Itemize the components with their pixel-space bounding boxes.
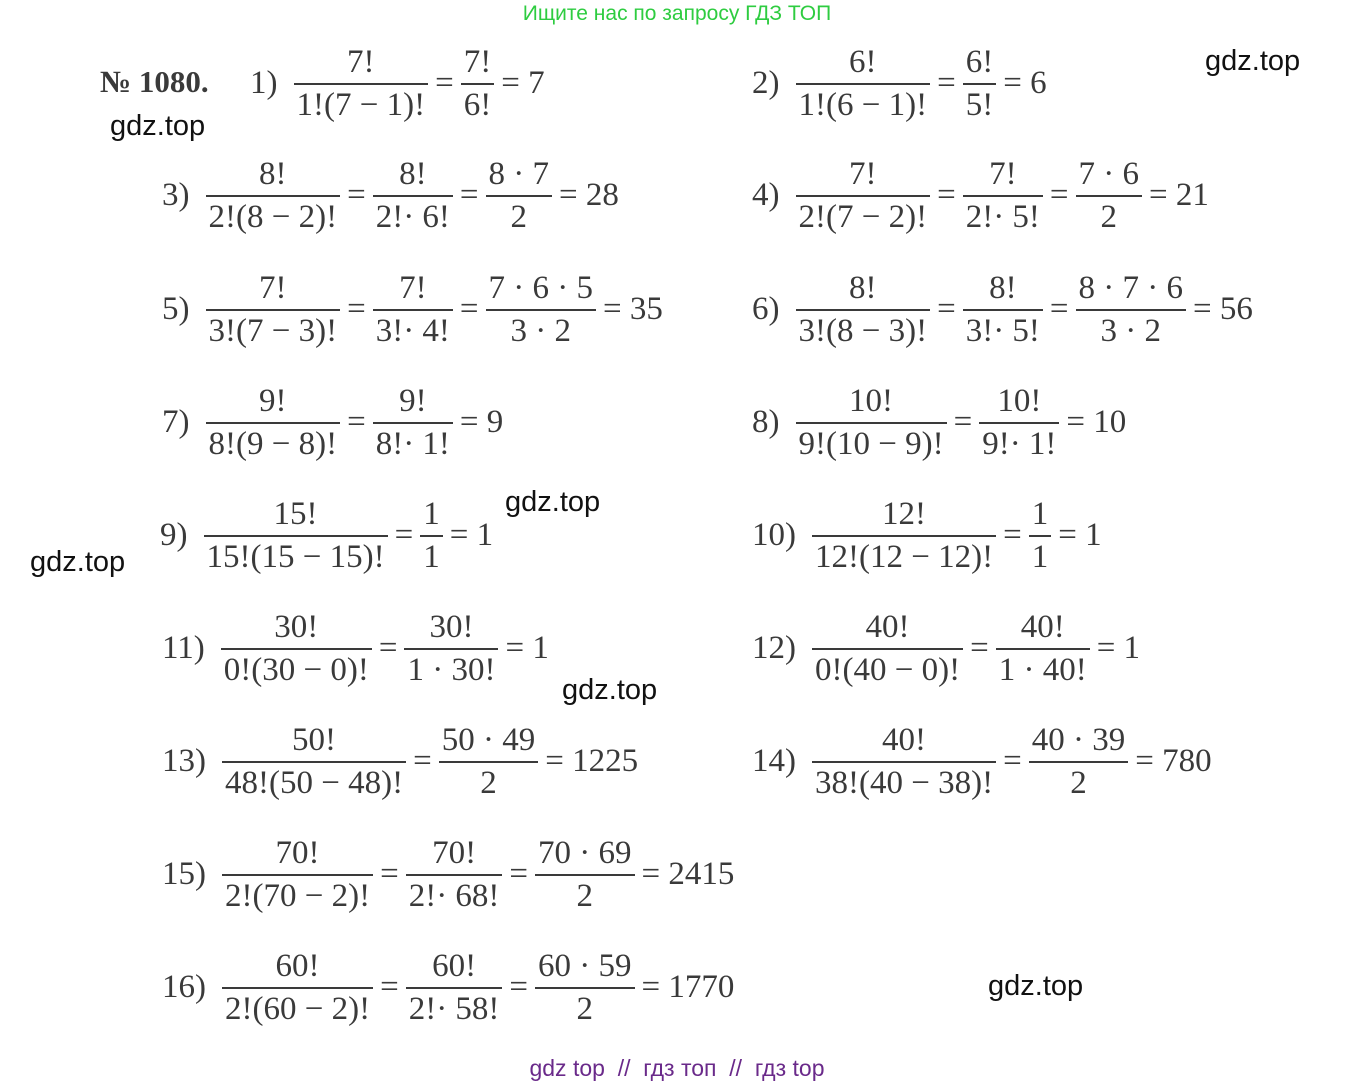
equals-sign: = xyxy=(937,177,956,214)
numerator: 40! xyxy=(882,722,927,758)
fraction xyxy=(963,156,1043,236)
equals-sign: = xyxy=(378,630,398,667)
equals-sign: = xyxy=(347,404,366,441)
fraction xyxy=(1076,156,1143,236)
numerator: 9! xyxy=(259,383,287,419)
equals-sign: = xyxy=(953,404,973,441)
equals-sign: = xyxy=(1049,291,1069,328)
equals-sign: = xyxy=(1003,743,1022,780)
result: = 1 xyxy=(505,630,549,667)
fraction xyxy=(812,496,996,576)
denominator: 2 xyxy=(576,877,594,914)
fraction xyxy=(206,383,341,463)
fraction xyxy=(1029,496,1052,576)
item-number: 10) xyxy=(752,517,796,554)
numerator: 7! xyxy=(399,270,427,306)
problem-number: № 1080. xyxy=(100,64,209,99)
fraction xyxy=(796,44,931,124)
formula-item xyxy=(752,156,1212,236)
denominator: 2 xyxy=(1070,764,1087,801)
item-number: 6) xyxy=(752,291,780,328)
result: = 2415 xyxy=(641,856,735,893)
numerator: 7! xyxy=(463,44,492,80)
item-number: 7) xyxy=(162,404,190,441)
numerator: 60! xyxy=(275,948,320,984)
fraction xyxy=(535,835,635,915)
equals-sign: = xyxy=(459,291,479,328)
watermark: gdz.top xyxy=(1205,45,1301,77)
formula-item xyxy=(162,948,737,1028)
fraction xyxy=(812,722,996,802)
item-number: 5) xyxy=(162,291,190,328)
numerator: 8! xyxy=(989,270,1017,306)
numerator: 50! xyxy=(292,722,337,758)
fraction xyxy=(222,835,373,915)
denominator: 15!(15 − 15)! xyxy=(206,538,385,575)
denominator: 12!(12 − 12)! xyxy=(815,538,994,575)
denominator: 1!(6 − 1)! xyxy=(798,86,928,123)
fraction xyxy=(486,270,596,350)
numerator: 1 xyxy=(423,496,440,532)
fraction xyxy=(373,156,453,236)
equals-sign: = xyxy=(380,856,399,893)
item-number: 13) xyxy=(162,743,206,780)
denominator: 8!(9 − 8)! xyxy=(208,425,338,462)
result: = 1 xyxy=(449,517,494,554)
fraction xyxy=(204,496,388,576)
denominator: 9!· 1! xyxy=(982,425,1057,462)
equals-sign: = xyxy=(509,969,529,1006)
fraction xyxy=(373,383,453,463)
denominator: 2 xyxy=(480,764,497,801)
fraction xyxy=(406,835,503,915)
numerator: 30! xyxy=(274,609,319,645)
item-number: 3) xyxy=(162,177,190,214)
item-number: 8) xyxy=(752,404,780,441)
denominator: 3!· 5! xyxy=(965,312,1040,349)
formula-item xyxy=(162,722,641,802)
fraction xyxy=(1029,722,1129,802)
fraction xyxy=(796,156,931,236)
fraction xyxy=(206,156,341,236)
numerator: 8 · 7 xyxy=(488,156,550,192)
numerator: 30! xyxy=(429,609,474,645)
denominator: 2 xyxy=(1100,198,1118,235)
denominator: 2!· 68! xyxy=(408,877,500,914)
equals-sign: = xyxy=(347,177,366,214)
item-number: 14) xyxy=(752,743,796,780)
result: = 1 xyxy=(1058,517,1102,554)
fraction xyxy=(420,496,443,576)
formula-item xyxy=(250,44,548,124)
denominator: 2!· 5! xyxy=(965,198,1040,235)
result: = 6 xyxy=(1003,65,1047,102)
equals-sign: = xyxy=(459,177,479,214)
numerator: 50 · 49 xyxy=(441,722,536,758)
denominator: 0!(40 − 0)! xyxy=(815,651,961,688)
denominator: 2!(70 − 2)! xyxy=(225,877,371,914)
denominator: 2 xyxy=(576,990,594,1027)
fraction xyxy=(373,270,453,350)
numerator: 70! xyxy=(275,835,320,871)
result: = 1225 xyxy=(545,743,639,780)
fraction xyxy=(535,948,635,1028)
result: = 1770 xyxy=(641,969,735,1006)
numerator: 8! xyxy=(399,156,427,192)
denominator: 0!(30 − 0)! xyxy=(223,651,369,688)
fraction xyxy=(796,383,947,463)
denominator: 3 · 2 xyxy=(1100,312,1162,349)
denominator: 2!· 58! xyxy=(408,990,500,1027)
item-number: 4) xyxy=(752,177,780,214)
numerator: 7! xyxy=(989,156,1017,192)
equals-sign: = xyxy=(435,65,454,102)
numerator: 60 · 59 xyxy=(538,948,632,984)
equals-sign: = xyxy=(1049,177,1069,214)
fraction xyxy=(221,609,372,689)
numerator: 7! xyxy=(849,156,877,192)
denominator: 8!· 1! xyxy=(375,425,450,462)
denominator: 1 xyxy=(1031,538,1049,575)
numerator: 8! xyxy=(259,156,287,192)
fraction xyxy=(206,270,341,350)
fraction xyxy=(404,609,498,689)
result: = 28 xyxy=(559,177,619,214)
formula-item xyxy=(752,270,1256,350)
item-number: 12) xyxy=(752,630,796,667)
denominator: 38!(40 − 38)! xyxy=(815,764,994,801)
watermark: gdz.top xyxy=(30,546,126,578)
denominator: 1 xyxy=(423,538,440,575)
numerator: 70! xyxy=(432,835,477,871)
watermark: gdz.top xyxy=(110,110,206,142)
search-banner: Ищите нас по запросу ГДЗ ТОП xyxy=(522,2,832,25)
denominator: 2!(8 − 2)! xyxy=(208,198,338,235)
denominator: 3 · 2 xyxy=(510,312,572,349)
denominator: 2!(60 − 2)! xyxy=(225,990,371,1027)
denominator: 48!(50 − 48)! xyxy=(225,764,404,801)
result: = 1 xyxy=(1096,630,1141,667)
numerator: 1 xyxy=(1031,496,1049,532)
denominator: 1 · 40! xyxy=(998,651,1087,688)
equals-sign: = xyxy=(380,969,399,1006)
numerator: 6! xyxy=(849,44,877,80)
watermark: gdz.top xyxy=(505,486,601,518)
numerator: 40! xyxy=(1020,609,1065,645)
equals-sign: = xyxy=(970,630,989,667)
item-number: 2) xyxy=(752,65,780,102)
result: = 21 xyxy=(1149,177,1209,214)
item-number: 1) xyxy=(250,65,278,102)
numerator: 10! xyxy=(849,383,894,419)
watermark: gdz.top xyxy=(988,970,1084,1002)
equals-sign: = xyxy=(413,743,432,780)
denominator: 3!· 4! xyxy=(375,312,450,349)
item-number: 16) xyxy=(162,969,206,1006)
numerator: 70 · 69 xyxy=(538,835,632,871)
denominator: 2!· 6! xyxy=(375,198,450,235)
watermark: gdz.top xyxy=(562,674,658,706)
result: = 35 xyxy=(603,291,663,328)
formula-item xyxy=(162,383,506,463)
formula-item xyxy=(162,156,622,236)
numerator: 8 · 7 · 6 xyxy=(1078,270,1184,306)
equals-sign: = xyxy=(394,517,414,554)
equals-sign: = xyxy=(937,291,956,328)
numerator: 9! xyxy=(399,383,427,419)
fraction xyxy=(1076,270,1186,350)
fraction xyxy=(222,722,406,802)
numerator: 7! xyxy=(347,44,375,80)
item-number: 15) xyxy=(162,856,206,893)
result: = 56 xyxy=(1193,291,1253,328)
denominator: 1!(7 − 1)! xyxy=(296,86,426,123)
result: = 780 xyxy=(1135,743,1212,780)
numerator: 40! xyxy=(865,609,910,645)
fraction xyxy=(963,270,1043,350)
fraction xyxy=(996,609,1090,689)
item-number: 9) xyxy=(160,517,188,554)
equals-sign: = xyxy=(1003,517,1022,554)
fraction xyxy=(439,722,539,802)
fraction xyxy=(294,44,429,124)
denominator: 2!(7 − 2)! xyxy=(798,198,928,235)
numerator: 40 · 39 xyxy=(1031,722,1126,758)
numerator: 6! xyxy=(965,44,994,80)
result: = 10 xyxy=(1066,404,1127,441)
numerator: 12! xyxy=(882,496,927,532)
result: = 7 xyxy=(501,65,545,102)
numerator: 7 · 6 · 5 xyxy=(488,270,594,306)
denominator: 3!(7 − 3)! xyxy=(208,312,338,349)
formula-item xyxy=(752,383,1129,463)
denominator: 1 · 30! xyxy=(407,651,496,688)
result: = 9 xyxy=(459,404,504,441)
numerator: 60! xyxy=(432,948,477,984)
formula-item xyxy=(752,609,1143,689)
numerator: 15! xyxy=(273,496,318,532)
numerator: 10! xyxy=(997,383,1042,419)
formula-item xyxy=(752,496,1105,576)
denominator: 2 xyxy=(510,198,528,235)
fraction xyxy=(461,44,495,124)
denominator: 3!(8 − 3)! xyxy=(798,312,928,349)
denominator: 5! xyxy=(965,86,994,123)
formula-item xyxy=(752,44,1050,124)
fraction xyxy=(486,156,553,236)
formula-item xyxy=(160,496,496,576)
equals-sign: = xyxy=(347,291,366,328)
fraction xyxy=(812,609,963,689)
item-number: 11) xyxy=(162,630,205,667)
fraction xyxy=(979,383,1059,463)
equals-sign: = xyxy=(509,856,529,893)
numerator: 7 · 6 xyxy=(1078,156,1140,192)
fraction xyxy=(222,948,373,1028)
fraction xyxy=(406,948,503,1028)
numerator: 8! xyxy=(849,270,877,306)
fraction xyxy=(963,44,997,124)
formula-item xyxy=(162,609,552,689)
equals-sign: = xyxy=(937,65,956,102)
numerator: 7! xyxy=(259,270,287,306)
denominator: 9!(10 − 9)! xyxy=(798,425,944,462)
formula-item xyxy=(162,835,737,915)
formula-item xyxy=(162,270,666,350)
formula-item xyxy=(752,722,1215,802)
denominator: 6! xyxy=(463,86,492,123)
footer-links: gdz top // гдз топ // гдз top xyxy=(529,1055,825,1081)
fraction xyxy=(796,270,931,350)
